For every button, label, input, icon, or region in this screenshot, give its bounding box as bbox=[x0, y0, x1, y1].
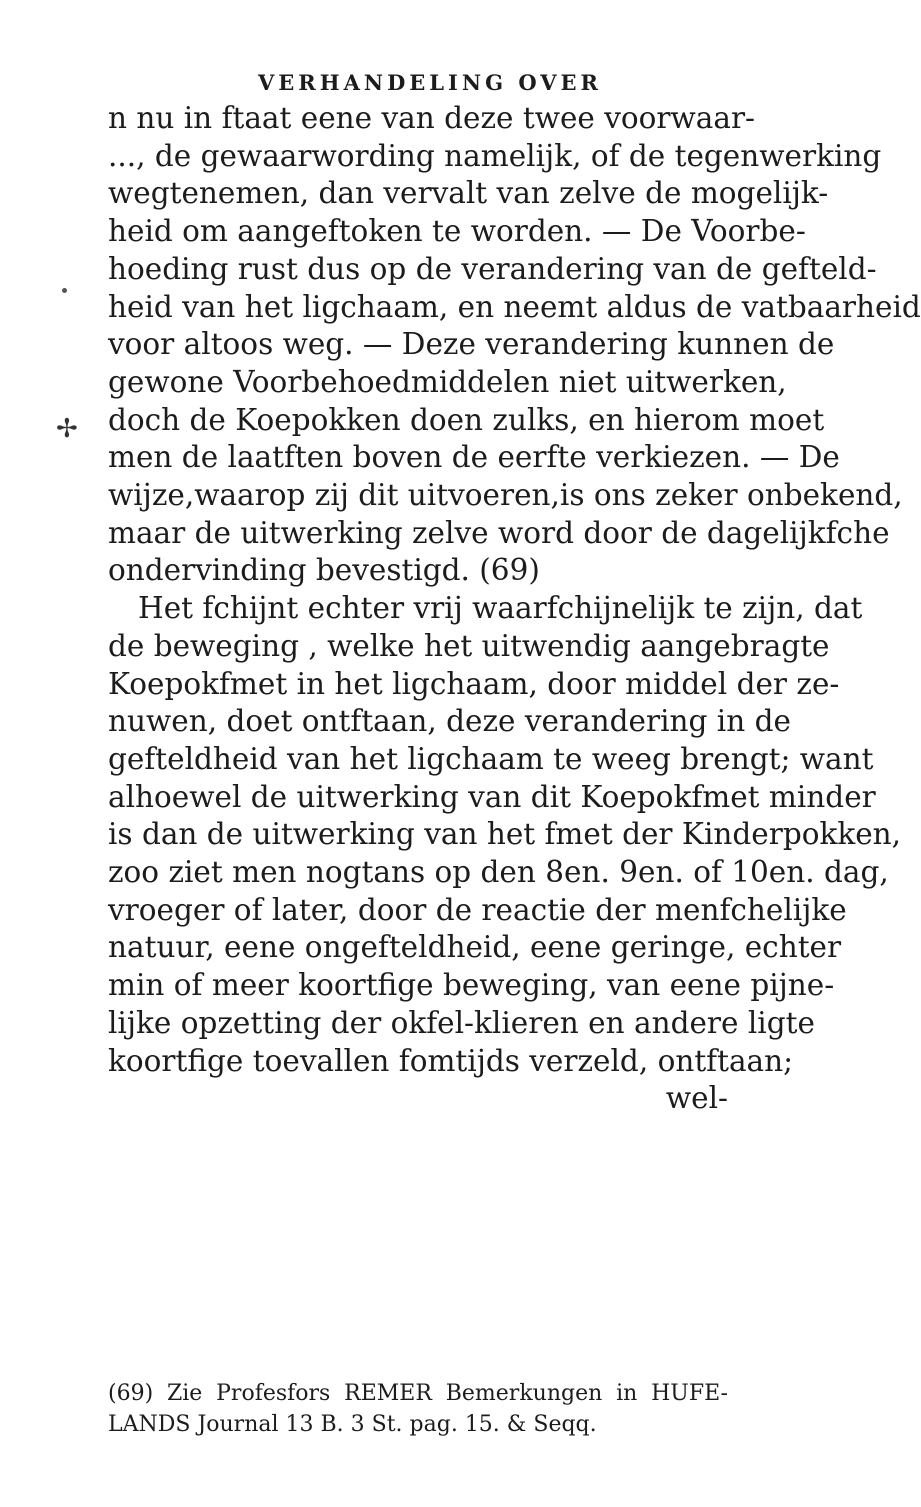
body-text bbox=[108, 100, 921, 1118]
text-line: hoeding rust dus op de verandering van de gefteld- bbox=[108, 251, 877, 286]
text-line: ..., de gewaarwording namelijk, of de tegenwerking bbox=[108, 138, 882, 173]
text-line: ondervinding bevestigd. (69) bbox=[108, 553, 540, 588]
text-line: voor altoos weg. — Deze verandering kunnen de bbox=[108, 327, 835, 362]
footnote bbox=[108, 1378, 728, 1440]
footnote-line: (69) Zie Profesfors REMER Bemerkungen in HUFE- bbox=[108, 1381, 728, 1406]
text-line: min of meer koortfige beweging, van eene pijne- bbox=[108, 968, 835, 1003]
text-line: wegtenemen, dan vervalt van zelve de mogelijk- bbox=[108, 176, 829, 211]
text-line: Het fchijnt echter vrij waarfchijnelijk te zijn, dat bbox=[138, 591, 863, 626]
text-line: maar de uitwerking zelve word door de dagelijkfche bbox=[108, 515, 890, 550]
text-line: n nu in ftaat eene van deze twee voorwaar- bbox=[108, 101, 756, 135]
catchword: wel- bbox=[665, 1081, 728, 1116]
text-line: gewone Voorbehoedmiddelen niet uitwerken, bbox=[108, 364, 787, 399]
text-line: de beweging , welke het uitwendig aangebragte bbox=[108, 628, 830, 663]
text-line: koortfige toevallen fomtijds verzeld, ontftaan; bbox=[108, 1043, 794, 1078]
text-line: heid om aangeftoken te worden. — De Voorbe- bbox=[108, 214, 806, 249]
text-line: vroeger of later, door de reactie der menfchelijke bbox=[108, 892, 847, 927]
text-line: is dan de uitwerking van het fmet der Kinderpokken, bbox=[108, 817, 902, 852]
text-line: natuur, eene ongefteldheid, eene geringe, echter bbox=[108, 930, 842, 965]
text-line: gefteldheid van het ligchaam te weeg brengt; want bbox=[108, 741, 874, 776]
running-title: VERHANDELING OVER bbox=[257, 70, 602, 95]
footnote-line: LANDS Journal 13 B. 3 St. pag. 15. & Seqq. bbox=[108, 1412, 597, 1437]
margin-mark: ✢ bbox=[56, 414, 78, 444]
text-line: nuwen, doet ontftaan, deze verandering in de bbox=[108, 704, 791, 739]
margin-dot bbox=[62, 288, 67, 293]
text-line: doch de Koepokken doen zulks, en hierom moet bbox=[108, 402, 825, 437]
text-line: zoo ziet men nogtans op den 8en. 9en. of 10en. dag, bbox=[108, 855, 889, 890]
text-line: heid van het ligchaam, en neemt aldus de vatbaarheid bbox=[108, 289, 921, 324]
text-line: Koepokfmet in het ligchaam, door middel der ze- bbox=[108, 666, 840, 701]
text-line: alhoewel de uitwerking van dit Koepokfmet minder bbox=[108, 779, 876, 814]
text-line: wijze,waarop zij dit uitvoeren,is ons zeker onbekend, bbox=[108, 478, 903, 513]
text-line: lijke opzetting der okfel-klieren en andere ligte bbox=[108, 1005, 815, 1040]
text-line: men de laatften boven de eerfte verkiezen. — De bbox=[108, 440, 840, 475]
